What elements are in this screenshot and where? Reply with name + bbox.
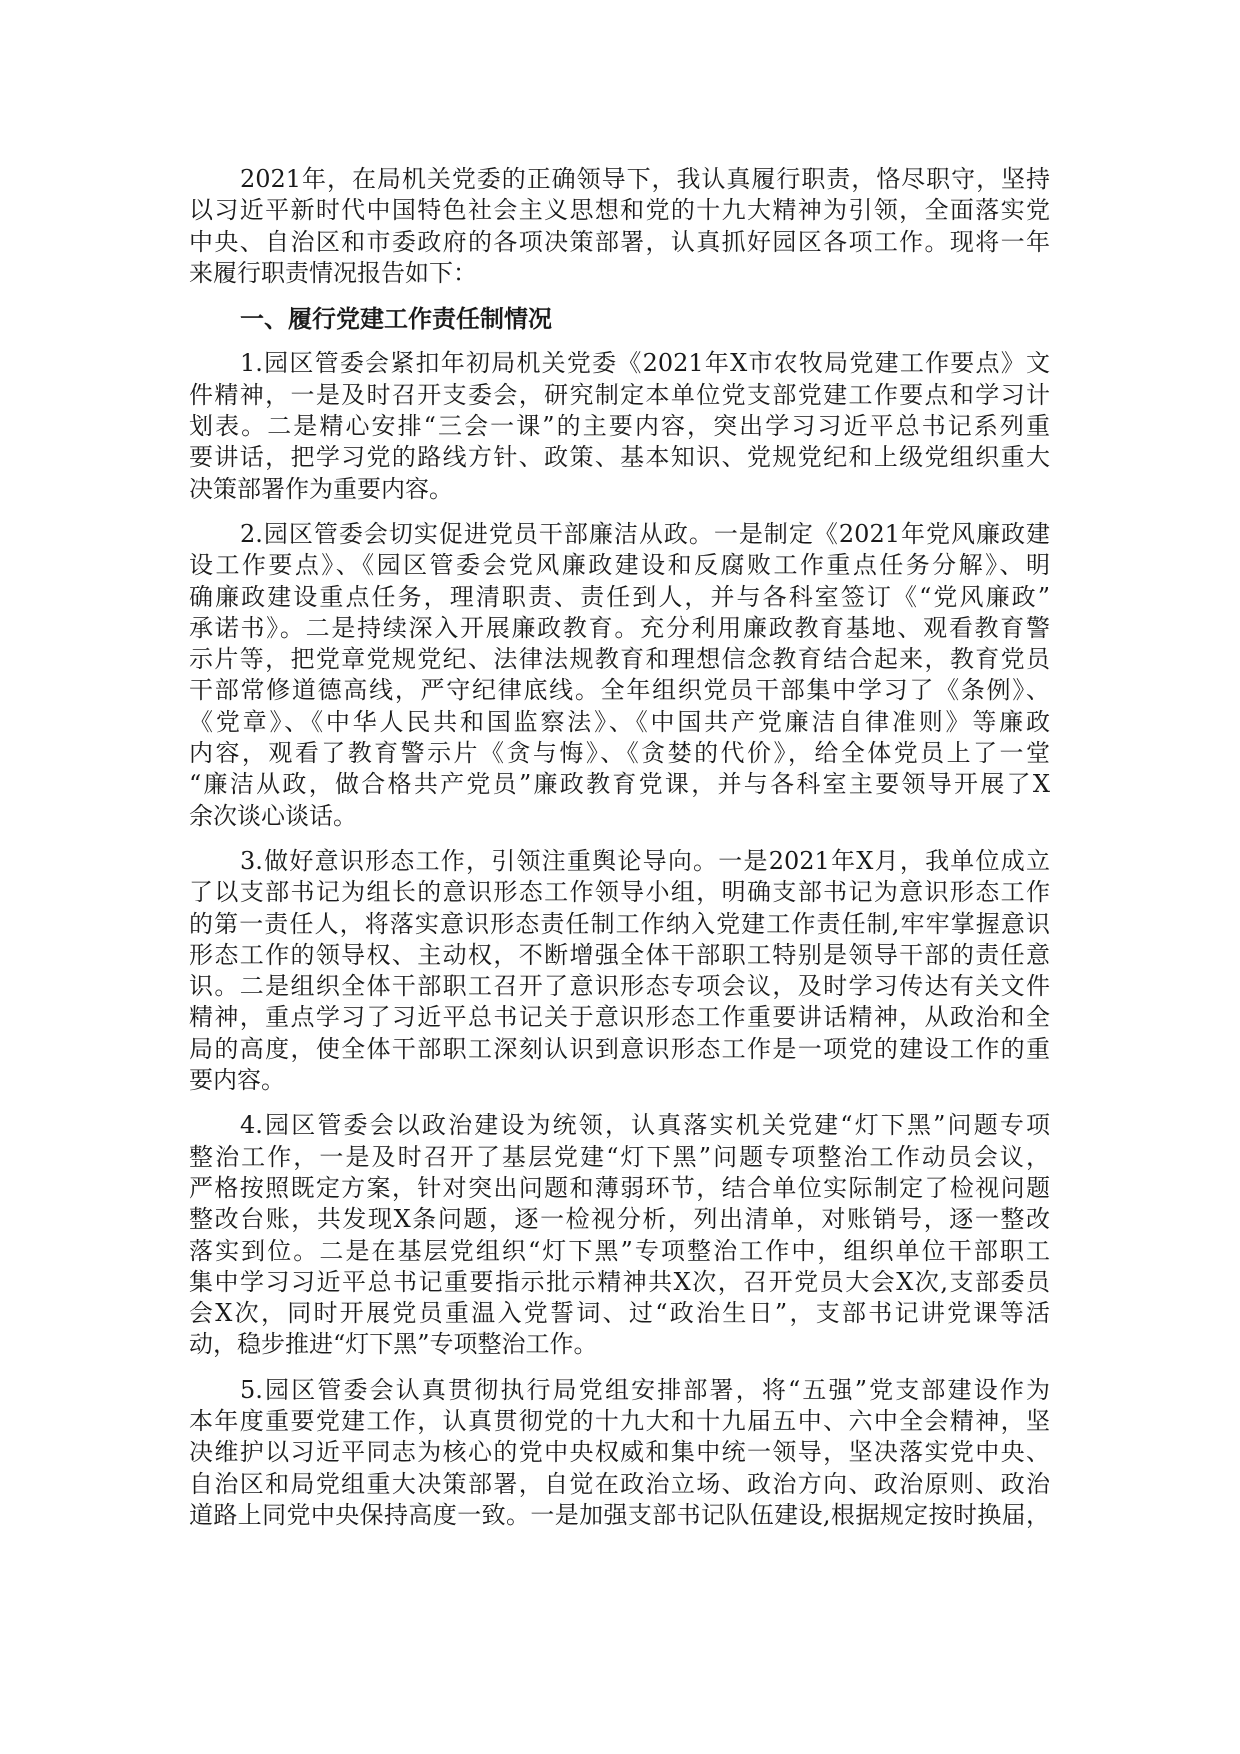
text-line: 设工作要点》、《园区管委会党风廉政建设和反腐败工作重点任务分解》、明 (189, 551, 1050, 580)
text-line: 示片等，把党章党规党纪、法律法规教育和理想信念教育结合起来，教育党员 (189, 645, 1050, 674)
text-line: 要讲话，把学习党的路线方针、政策、基本知识、党规党纪和上级党组织重大 (189, 443, 1050, 472)
paragraph (189, 164, 1050, 289)
text-line: 3.做好意识形态工作，引领注重舆论导向。一是2021年X月，我单位成立 (240, 846, 1050, 875)
text-line: 的第一责任人，将落实意识形态责任制工作纳入党建工作责任制,牢牢掌握意识 (189, 909, 1050, 938)
text-line: 局的高度，使全体干部职工深刻认识到意识形态工作是一项党的建设工作的重 (189, 1034, 1050, 1063)
text-line: 整改台账，共发现X条问题，逐一检视分析，列出清单，对账销号，逐一整改 (189, 1205, 1050, 1234)
text-line: 动，稳步推进“灯下黑”专项整治工作。 (189, 1330, 598, 1359)
text-line: 来履行职责情况报告如下： (189, 258, 477, 287)
heading-text: 一、履行党建工作责任制情况 (240, 304, 552, 334)
text-line: 严格按照既定方案，针对突出问题和薄弱环节，结合单位实际制定了检视问题 (189, 1173, 1050, 1202)
paragraph (189, 1375, 1050, 1531)
text-line: 4.园区管委会以政治建设为统领，认真落实机关党建“灯下黑”问题专项 (240, 1111, 1050, 1140)
text-line: 内容，观看了教育警示片《贪与悔》、《贪婪的代价》，给全体党员上了一堂 (189, 739, 1050, 768)
text-line: 集中学习习近平总书记重要指示批示精神共X次，召开党员大会X次,支部委员 (189, 1267, 1050, 1296)
document-page (189, 164, 1050, 1545)
text-line: 划表。二是精心安排“三会一课”的主要内容，突出学习习近平总书记系列重 (189, 412, 1050, 441)
text-line: 整治工作，一是及时召开了基层党建“灯下黑”问题专项整治工作动员会议， (189, 1142, 1050, 1171)
paragraph (189, 348, 1050, 504)
text-line: 决维护以习近平同志为核心的党中央权威和集中统一领导，坚决落实党中央、 (189, 1438, 1050, 1467)
text-line: 决策部署作为重要内容。 (189, 474, 453, 503)
text-line: 确廉政建设重点任务，理清职责、责任到人，并与各科室签订《“党风廉政” (189, 582, 1050, 611)
text-line: 1.园区管委会紧扣年初局机关党委《2021年X市农牧局党建工作要点》文 (240, 349, 1050, 378)
text-line: 2021年，在局机关党委的正确领导下，我认真履行职责，恪尽职守，坚持 (240, 165, 1050, 193)
text-line: 识。二是组织全体干部职工召开了意识形态专项会议，及时学习传达有关文件 (189, 972, 1050, 1001)
text-line: 精神，重点学习了习近平总书记关于意识形态工作重要讲话精神，从政治和全 (189, 1003, 1050, 1032)
text-line: 落实到位。二是在基层党组织“灯下黑”专项整治工作中，组织单位干部职工 (189, 1236, 1050, 1265)
text-line: 中央、自治区和市委政府的各项决策部署，认真抓好园区各项工作。现将一年 (189, 227, 1050, 256)
text-line: 自治区和局党组重大决策部署，自觉在政治立场、政治方向、政治原则、政治 (189, 1469, 1050, 1498)
text-line: 要内容。 (189, 1066, 285, 1095)
text-line: 件精神，一是及时召开支委会，研究制定本单位党支部党建工作要点和学习计 (189, 380, 1050, 409)
paragraph (189, 519, 1050, 832)
text-line: 干部常修道德高线，严守纪律底线。全年组织党员干部集中学习了《条例》、 (189, 676, 1050, 705)
text-line: 了以支部书记为组长的意识形态工作领导小组，明确支部书记为意识形态工作 (189, 878, 1050, 907)
text-line: 2.园区管委会切实促进党员干部廉洁从政。一是制定《2021年党风廉政建 (240, 519, 1050, 548)
text-line: 以习近平新时代中国特色社会主义思想和党的十九大精神为引领，全面落实党 (189, 196, 1050, 225)
paragraph (189, 1110, 1050, 1360)
paragraph (189, 846, 1050, 1096)
text-line: 《党章》、《中华人民共和国监察法》、《中国共产党廉洁自律准则》等廉政 (189, 707, 1050, 736)
text-line: 会X次，同时开展党员重温入党誓词、过“政治生日”，支部书记讲党课等活 (189, 1299, 1050, 1328)
text-line: 5.园区管委会认真贯彻执行局党组安排部署，将“五强”党支部建设作为 (240, 1375, 1050, 1404)
section-heading (189, 303, 1050, 334)
text-line: 本年度重要党建工作，认真贯彻党的十九大和十九届五中、六中全会精神，坚 (189, 1406, 1050, 1435)
text-line: 形态工作的领导权、主动权，不断增强全体干部职工特别是领导干部的责任意 (189, 940, 1050, 969)
text-line: 道路上同党中央保持高度一致。一是加强支部书记队伍建设,根据规定按时换届， (189, 1500, 1050, 1529)
text-line: 余次谈心谈话。 (189, 801, 357, 830)
text-line: “廉洁从政，做合格共产党员”廉政教育党课，并与各科室主要领导开展了X (189, 770, 1050, 799)
text-line: 承诺书》。二是持续深入开展廉政教育。充分利用廉政教育基地、观看教育警 (189, 613, 1050, 642)
